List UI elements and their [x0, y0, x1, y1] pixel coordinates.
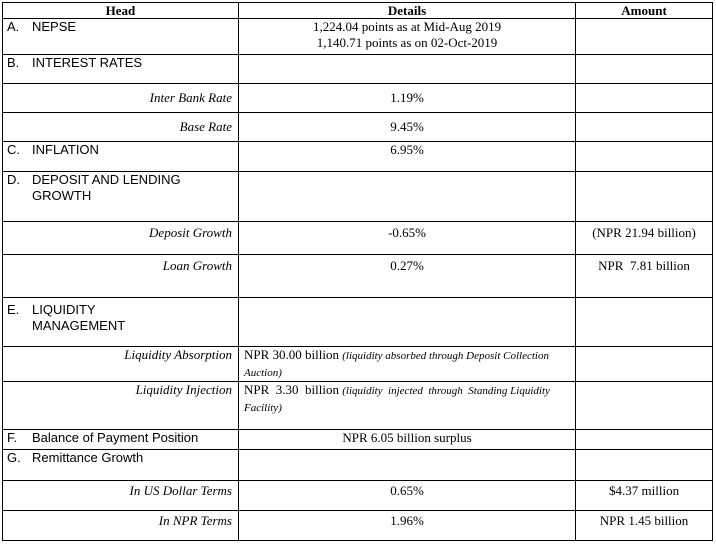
loan-growth-label: Loan Growth — [3, 255, 239, 298]
bop-value: NPR 6.05 billion surplus — [238, 430, 575, 450]
liquidity-injection-amount — [576, 382, 713, 430]
liquidity-head: E. LIQUIDITY MANAGEMENT — [3, 298, 239, 347]
table-row — [3, 55, 713, 84]
npr-terms-value: 1.96% — [238, 511, 575, 541]
table-row — [3, 430, 713, 450]
remittance-details — [238, 450, 575, 481]
liquidity-details — [238, 298, 575, 347]
header-details: Details — [238, 3, 575, 19]
usd-terms-label: In US Dollar Terms — [3, 481, 239, 511]
header-row — [3, 3, 713, 19]
inflation-head: C. INFLATION — [3, 142, 239, 172]
interest-details — [238, 55, 575, 84]
loan-growth-value: 0.27% — [238, 255, 575, 298]
table-row — [3, 481, 713, 511]
loan-growth-amount: NPR 7.81 billion — [576, 255, 713, 298]
table-row — [3, 84, 713, 113]
table-row — [3, 347, 713, 382]
interest-head: B. INTEREST RATES — [3, 55, 239, 84]
economic-indicators-table — [2, 2, 713, 541]
npr-terms-label: In NPR Terms — [3, 511, 239, 541]
table-row — [3, 142, 713, 172]
header-amount: Amount — [576, 3, 713, 19]
table-row — [3, 255, 713, 298]
deposit-growth-value: -0.65% — [238, 222, 575, 255]
nepse-amount — [576, 19, 713, 55]
table-row — [3, 298, 713, 347]
interbank-value: 1.19% — [238, 84, 575, 113]
usd-terms-value: 0.65% — [238, 481, 575, 511]
nepse-head: A. NEPSE — [3, 19, 239, 55]
growth-head: D. DEPOSIT AND LENDING GROWTH — [3, 172, 239, 222]
remittance-amount — [576, 450, 713, 481]
liquidity-injection-details: NPR 3.30 billion (liquidity injected through Standing Liquidity Facility) — [238, 382, 575, 430]
nepse-details: 1,224.04 points as at Mid-Aug 2019 1,140.71 points as on 02-Oct-2019 — [238, 19, 575, 55]
bop-head: F. Balance of Payment Position — [3, 430, 239, 450]
table-row — [3, 450, 713, 481]
liquidity-absorption-amount — [576, 347, 713, 382]
table-row — [3, 19, 713, 55]
table-row — [3, 222, 713, 255]
growth-amount — [576, 172, 713, 222]
npr-terms-amount: NPR 1.45 billion — [576, 511, 713, 541]
interbank-label: Inter Bank Rate — [3, 84, 239, 113]
inflation-amount — [576, 142, 713, 172]
liquidity-absorption-details: NPR 30.00 billion (liquidity absorbed through Deposit Collection Auction) — [238, 347, 575, 382]
base-rate-amount — [576, 113, 713, 142]
header-head: Head — [3, 3, 239, 19]
deposit-growth-amount: (NPR 21.94 billion) — [576, 222, 713, 255]
bop-amount — [576, 430, 713, 450]
base-rate-value: 9.45% — [238, 113, 575, 142]
base-rate-label: Base Rate — [3, 113, 239, 142]
liquidity-amount — [576, 298, 713, 347]
liquidity-injection-label: Liquidity Injection — [3, 382, 239, 430]
table-row — [3, 113, 713, 142]
table-row — [3, 172, 713, 222]
table-row — [3, 511, 713, 541]
table-row — [3, 382, 713, 430]
interbank-amount — [576, 84, 713, 113]
liquidity-absorption-label: Liquidity Absorption — [3, 347, 239, 382]
inflation-value: 6.95% — [238, 142, 575, 172]
growth-details — [238, 172, 575, 222]
interest-amount — [576, 55, 713, 84]
remittance-head: G. Remittance Growth — [3, 450, 239, 481]
deposit-growth-label: Deposit Growth — [3, 222, 239, 255]
usd-terms-amount: $4.37 million — [576, 481, 713, 511]
